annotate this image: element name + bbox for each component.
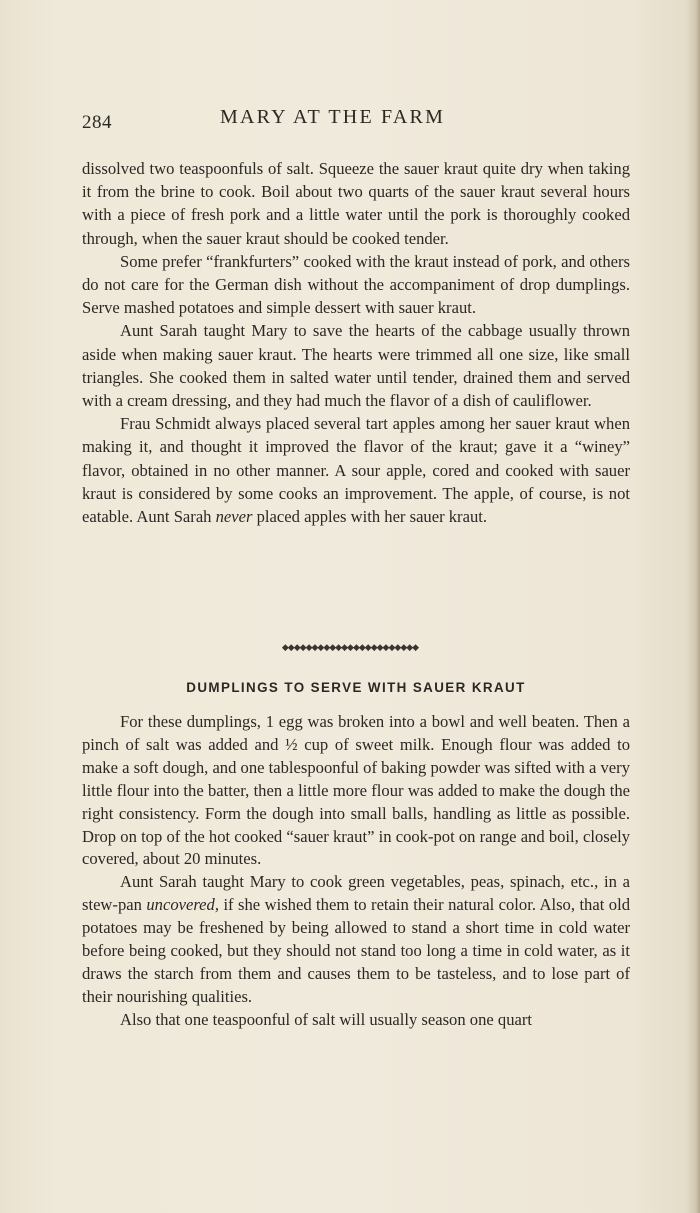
decorative-divider: ◆◆◆◆◆◆◆◆◆◆◆◆◆◆◆◆◆◆◆◆◆◆◆ [281,643,419,653]
emphasis-text: uncovered, [146,895,219,915]
page-number: 284 [82,112,112,133]
section-heading: DUMPLINGS TO SERVE WITH SAUER KRAUT [186,680,526,695]
section-two-body [82,711,630,1032]
running-title: MARY AT THE FARM [220,106,446,128]
paragraph: Aunt Sarah taught Mary to save the hearts of the cabbage usually thrown aside when making sauer kraut. The hearts were trimmed all one size, like small triangles. She cooked them in salted water until tender, drained them and served with a cream dressing, and they had much the flavor of a dish of cauliflower. [82,321,630,411]
paragraph: For these dumplings, 1 egg was broken into a bowl and well beaten. Then a pinch of salt was added and ½ cup of sweet milk. Enough flour was added to make a soft dough, and one tablespoonful of baking powder was sifted with a very little flour into the batter, then a little more flour was added to make the dough the right consistency. Form the dough into small balls, handling as little as possible. Drop on top of the hot cooked “sauer kraut” in cook-pot on range and boil, closely covered, about 20 minutes. [82,712,630,869]
paragraph-text: Frau Schmidt always placed several tart apples among her sauer kraut when making it, and thought it improved the flavor of the kraut; gave it a “winey” flavor, obtained in no other manner. A sour apple, cored and cooked with sauer kraut is considered by some cooks an improvement. The apple, of course, is not eatable. Aunt Sarah [82,414,630,527]
paragraph [82,871,630,1008]
paragraph: dissolved two teaspoonfuls of salt. Squeeze the sauer kraut quite dry when taking it from the brine to cook. Boil about two quarts of the sauer kraut several hours with a piece of fresh pork and a little water until the pork is thoroughly cooked through, when the sauer kraut should be cooked tender. [82,159,630,248]
page-edge-shadow [686,0,700,1213]
paragraph-text: placed apples with her sauer kraut. [252,507,488,527]
paragraph: Also that one teaspoonful of salt will usually season one quart [120,1009,532,1029]
paragraph-text: Aunt Sarah taught Mary to cook green vegetables, peas, spinach, etc., in a stew-pan [82,872,630,915]
section-one-body [82,157,630,528]
paragraph [82,412,630,528]
page-header [82,104,630,136]
paragraph-text: if she wished them to retain their natural color. Also, that old potatoes may be freshened by being allowed to stand a short time in cold water before being cooked, but they should not stand too long a time in cold water, as it draws the starch from them and causes them to be tasteless, and to lose part of their nourishing qualities. [82,895,630,1006]
emphasis-text: never [215,507,253,527]
paragraph: Some prefer “frankfurters” cooked with the kraut instead of pork, and others do not care for the German dish without the accompaniment of drop dumplings. Serve mashed potatoes and simple dessert with sauer kraut. [82,251,630,318]
